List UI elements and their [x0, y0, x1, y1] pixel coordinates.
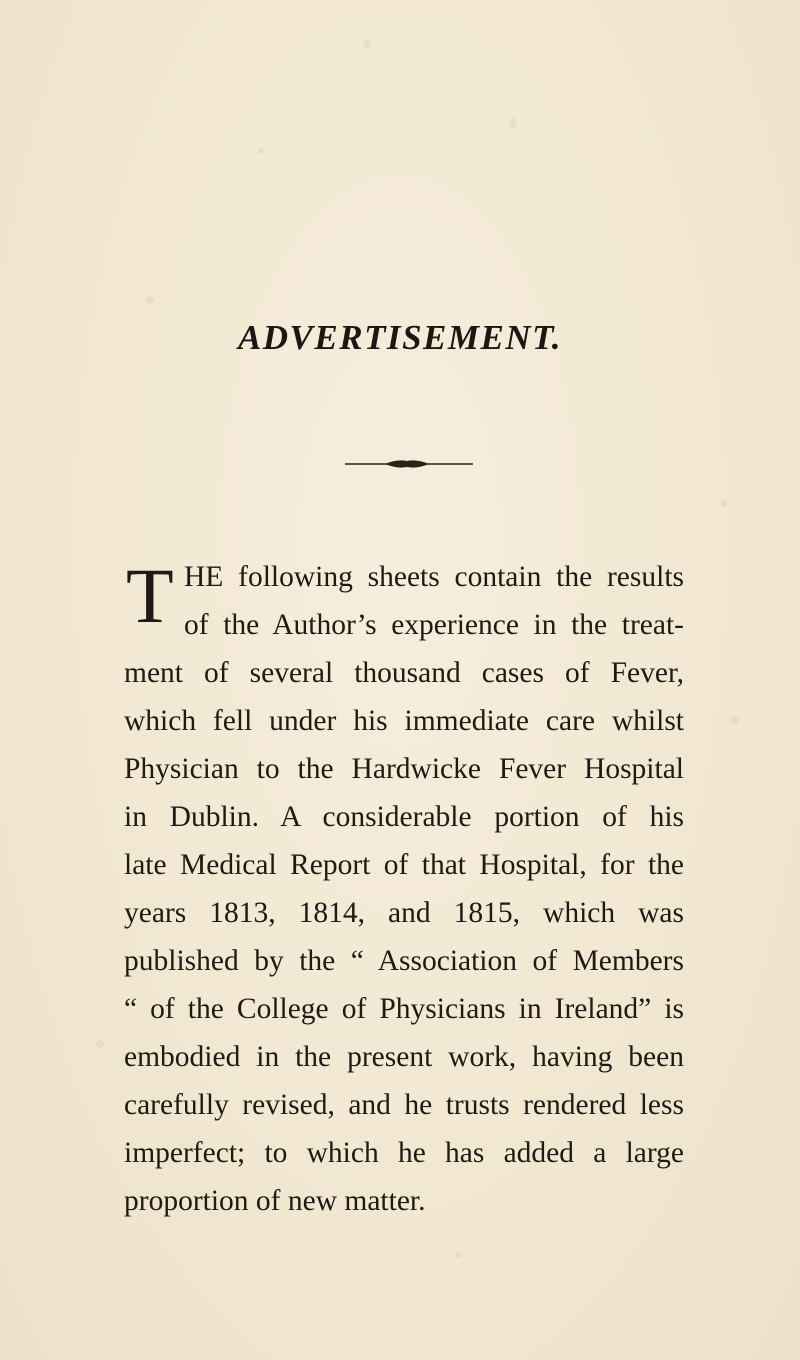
paragraph-line: imperfect; to which he has added a large	[124, 1137, 684, 1169]
advertisement-paragraph	[124, 553, 684, 1225]
paper-speck	[730, 716, 739, 725]
paragraph-line: of the Author’s experience in the treat-	[184, 609, 684, 641]
drop-cap: T	[126, 552, 174, 639]
paragraph-line: carefully revised, and he trusts rendered less	[124, 1089, 684, 1121]
paragraph-line: in Dublin. A considerable portion of his	[124, 801, 684, 833]
paragraph-line: “ of the College of Physicians in Ireland” is	[124, 993, 684, 1025]
page-title: ADVERTISEMENT.	[237, 318, 563, 357]
paragraph-line: ment of several thousand cases of Fever,	[124, 657, 684, 689]
paper-speck	[720, 500, 727, 507]
paper-speck	[96, 1040, 104, 1048]
paragraph-line: which fell under his immediate care whilst	[124, 705, 684, 737]
paragraph-line: late Medical Report of that Hospital, for the	[124, 849, 684, 881]
paragraph-line: published by the “ Association of Members	[124, 945, 684, 977]
paragraph-line: proportion of new matter.	[124, 1185, 426, 1217]
paper-speck	[363, 40, 371, 48]
paragraph-line: HE following sheets contain the results	[184, 561, 684, 593]
paper-speck	[510, 118, 516, 128]
paper-speck	[455, 1252, 461, 1258]
paragraph-line: years 1813, 1814, and 1815, which was	[124, 897, 684, 929]
paper-speck	[146, 296, 154, 304]
paragraph-line: Physician to the Hardwicke Fever Hospital	[124, 753, 684, 785]
paragraph-line: embodied in the present work, having been	[124, 1041, 684, 1073]
ornamental-rule	[345, 458, 473, 470]
paper-speck	[258, 148, 264, 154]
